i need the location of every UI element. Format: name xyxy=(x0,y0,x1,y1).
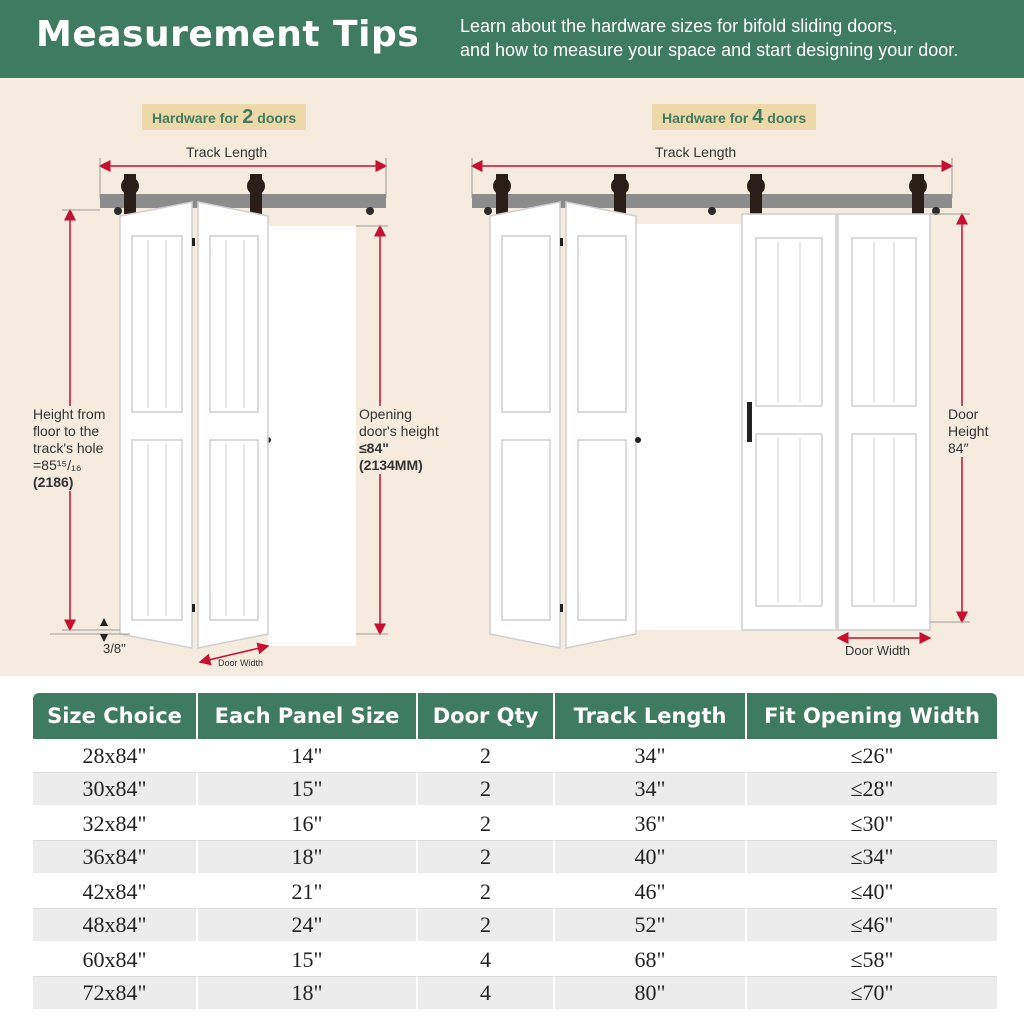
table-row xyxy=(33,773,997,807)
table-cell: 2 xyxy=(418,739,555,773)
table-cell: 52" xyxy=(555,909,747,943)
table-cell: ≤28" xyxy=(747,773,997,807)
table-cell: 30x84" xyxy=(33,773,198,807)
table-cell: 40" xyxy=(555,841,747,875)
right-folded-panels xyxy=(490,202,636,648)
table-cell: 48x84" xyxy=(33,909,198,943)
table-row xyxy=(33,807,997,841)
table-row xyxy=(33,841,997,875)
table-cell: ≤40" xyxy=(747,875,997,909)
table-row xyxy=(33,943,997,977)
table-cell: 2 xyxy=(418,841,555,875)
table-cell: 34" xyxy=(555,773,747,807)
right-track-length-label: Track Length xyxy=(655,144,737,160)
table-cell: 42x84" xyxy=(33,875,198,909)
page-title: Measurement Tips xyxy=(36,14,420,55)
right-track-length-dimension xyxy=(472,158,952,198)
table-row xyxy=(33,875,997,909)
table-cell: 2 xyxy=(418,807,555,841)
header-door-qty: Door Qty xyxy=(418,693,555,739)
left-door-opening xyxy=(265,226,356,646)
table-cell: ≤70" xyxy=(747,977,997,1011)
table-cell: 72x84" xyxy=(33,977,198,1011)
subtitle-line-2: and how to measure your space and start designing your door. xyxy=(460,40,959,60)
table-cell: 24" xyxy=(198,909,418,943)
table-cell: 18" xyxy=(198,977,418,1011)
table-cell: ≤26" xyxy=(747,739,997,773)
table-cell: 36" xyxy=(555,807,747,841)
right-door-opening xyxy=(636,224,742,630)
table-cell: 46" xyxy=(555,875,747,909)
table-cell: ≤30" xyxy=(747,807,997,841)
header-track-length: Track Length xyxy=(555,693,747,739)
table-cell: 28x84" xyxy=(33,739,198,773)
table-cell: 21" xyxy=(198,875,418,909)
left-track-length-dimension xyxy=(100,158,386,198)
table-cell: ≤46" xyxy=(747,909,997,943)
left-opening-label: Opening door's height ≤84" (2134MM) xyxy=(359,406,439,473)
door-diagrams-illustration xyxy=(0,78,1024,676)
left-height-label: Height from floor to the track's hole =85¹⁵/₁₆ (2186) xyxy=(33,406,106,490)
right-hardware-badge: Hardware for 4 doors xyxy=(652,104,816,130)
table-cell: 14" xyxy=(198,739,418,773)
table-cell: 80" xyxy=(555,977,747,1011)
header-size-choice: Size Choice xyxy=(33,693,198,739)
right-door-width-label: Door Width xyxy=(845,643,911,658)
table-cell: 68" xyxy=(555,943,747,977)
table-header-row xyxy=(33,693,997,739)
diagram-area xyxy=(0,78,1024,676)
page-subtitle xyxy=(460,14,1020,62)
table-cell: 32x84" xyxy=(33,807,198,841)
table-cell: 34" xyxy=(555,739,747,773)
table-cell: 18" xyxy=(198,841,418,875)
table-cell: 36x84" xyxy=(33,841,198,875)
table-cell: 4 xyxy=(418,977,555,1011)
header-fit-opening-width: Fit Opening Width xyxy=(747,693,997,739)
table-cell: 4 xyxy=(418,943,555,977)
size-table xyxy=(33,693,997,1011)
left-gap-label: 3/8" xyxy=(103,641,126,656)
right-door-handle xyxy=(747,402,752,442)
table-cell: 2 xyxy=(418,875,555,909)
table-cell: 15" xyxy=(198,943,418,977)
left-door-width-label: Door Width xyxy=(218,658,264,668)
subtitle-line-1: Learn about the hardware sizes for bifold sliding doors, xyxy=(460,16,898,36)
table-cell: ≤34" xyxy=(747,841,997,875)
table-cell: 2 xyxy=(418,773,555,807)
header-banner xyxy=(0,0,1024,78)
table-cell: 15" xyxy=(198,773,418,807)
table-row xyxy=(33,977,997,1011)
table-row xyxy=(33,739,997,773)
left-hardware-badge: Hardware for 2 doors xyxy=(142,104,306,130)
left-door-panels xyxy=(120,202,268,648)
table-cell: 60x84" xyxy=(33,943,198,977)
right-closed-panels xyxy=(742,214,930,630)
right-door-height-label: Door Height 84″ xyxy=(948,406,989,456)
table-cell: 2 xyxy=(418,909,555,943)
table-cell: ≤58" xyxy=(747,943,997,977)
left-track-length-label: Track Length xyxy=(186,144,268,160)
header-panel-size: Each Panel Size xyxy=(198,693,418,739)
table-row xyxy=(33,909,997,943)
table-cell: 16" xyxy=(198,807,418,841)
size-table-wrapper xyxy=(33,693,997,1011)
